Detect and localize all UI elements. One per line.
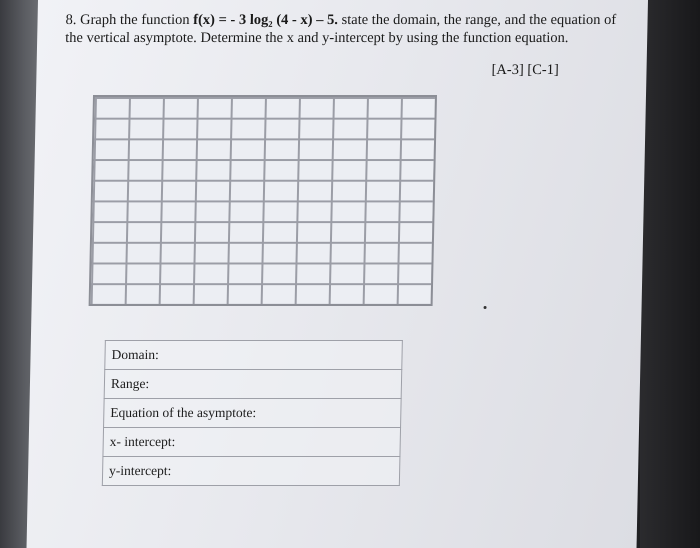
asymptote-label: Equation of the asymptote: bbox=[104, 399, 402, 428]
domain-label: Domain: bbox=[105, 341, 403, 370]
photo-right-edge bbox=[640, 0, 700, 548]
answer-row-range bbox=[104, 370, 402, 399]
question-instructions: state the domain, the range, and the equation of the vertical asymptote. Determine the x and y-intercept by using the function equation. bbox=[65, 12, 617, 46]
question-lead: Graph the function bbox=[79, 12, 190, 28]
question-function: f(x) = - 3 log₂ (4 - x) – 5. bbox=[193, 12, 339, 28]
stray-mark bbox=[484, 306, 487, 309]
question-number: 8. bbox=[65, 12, 77, 28]
x-intercept-label: x- intercept: bbox=[103, 428, 401, 457]
answer-row-domain bbox=[105, 341, 403, 370]
answer-row-y-intercept bbox=[102, 457, 400, 486]
answer-row-asymptote bbox=[104, 399, 402, 428]
answer-table bbox=[102, 340, 403, 486]
question-text bbox=[65, 11, 636, 47]
y-intercept-label: y-intercept: bbox=[102, 457, 400, 486]
curriculum-codes: [A-3] [C-1] bbox=[491, 62, 559, 78]
worksheet-page bbox=[27, 0, 648, 548]
graph-grid bbox=[89, 95, 437, 306]
answer-row-x-intercept bbox=[103, 428, 401, 457]
range-label: Range: bbox=[104, 370, 402, 399]
